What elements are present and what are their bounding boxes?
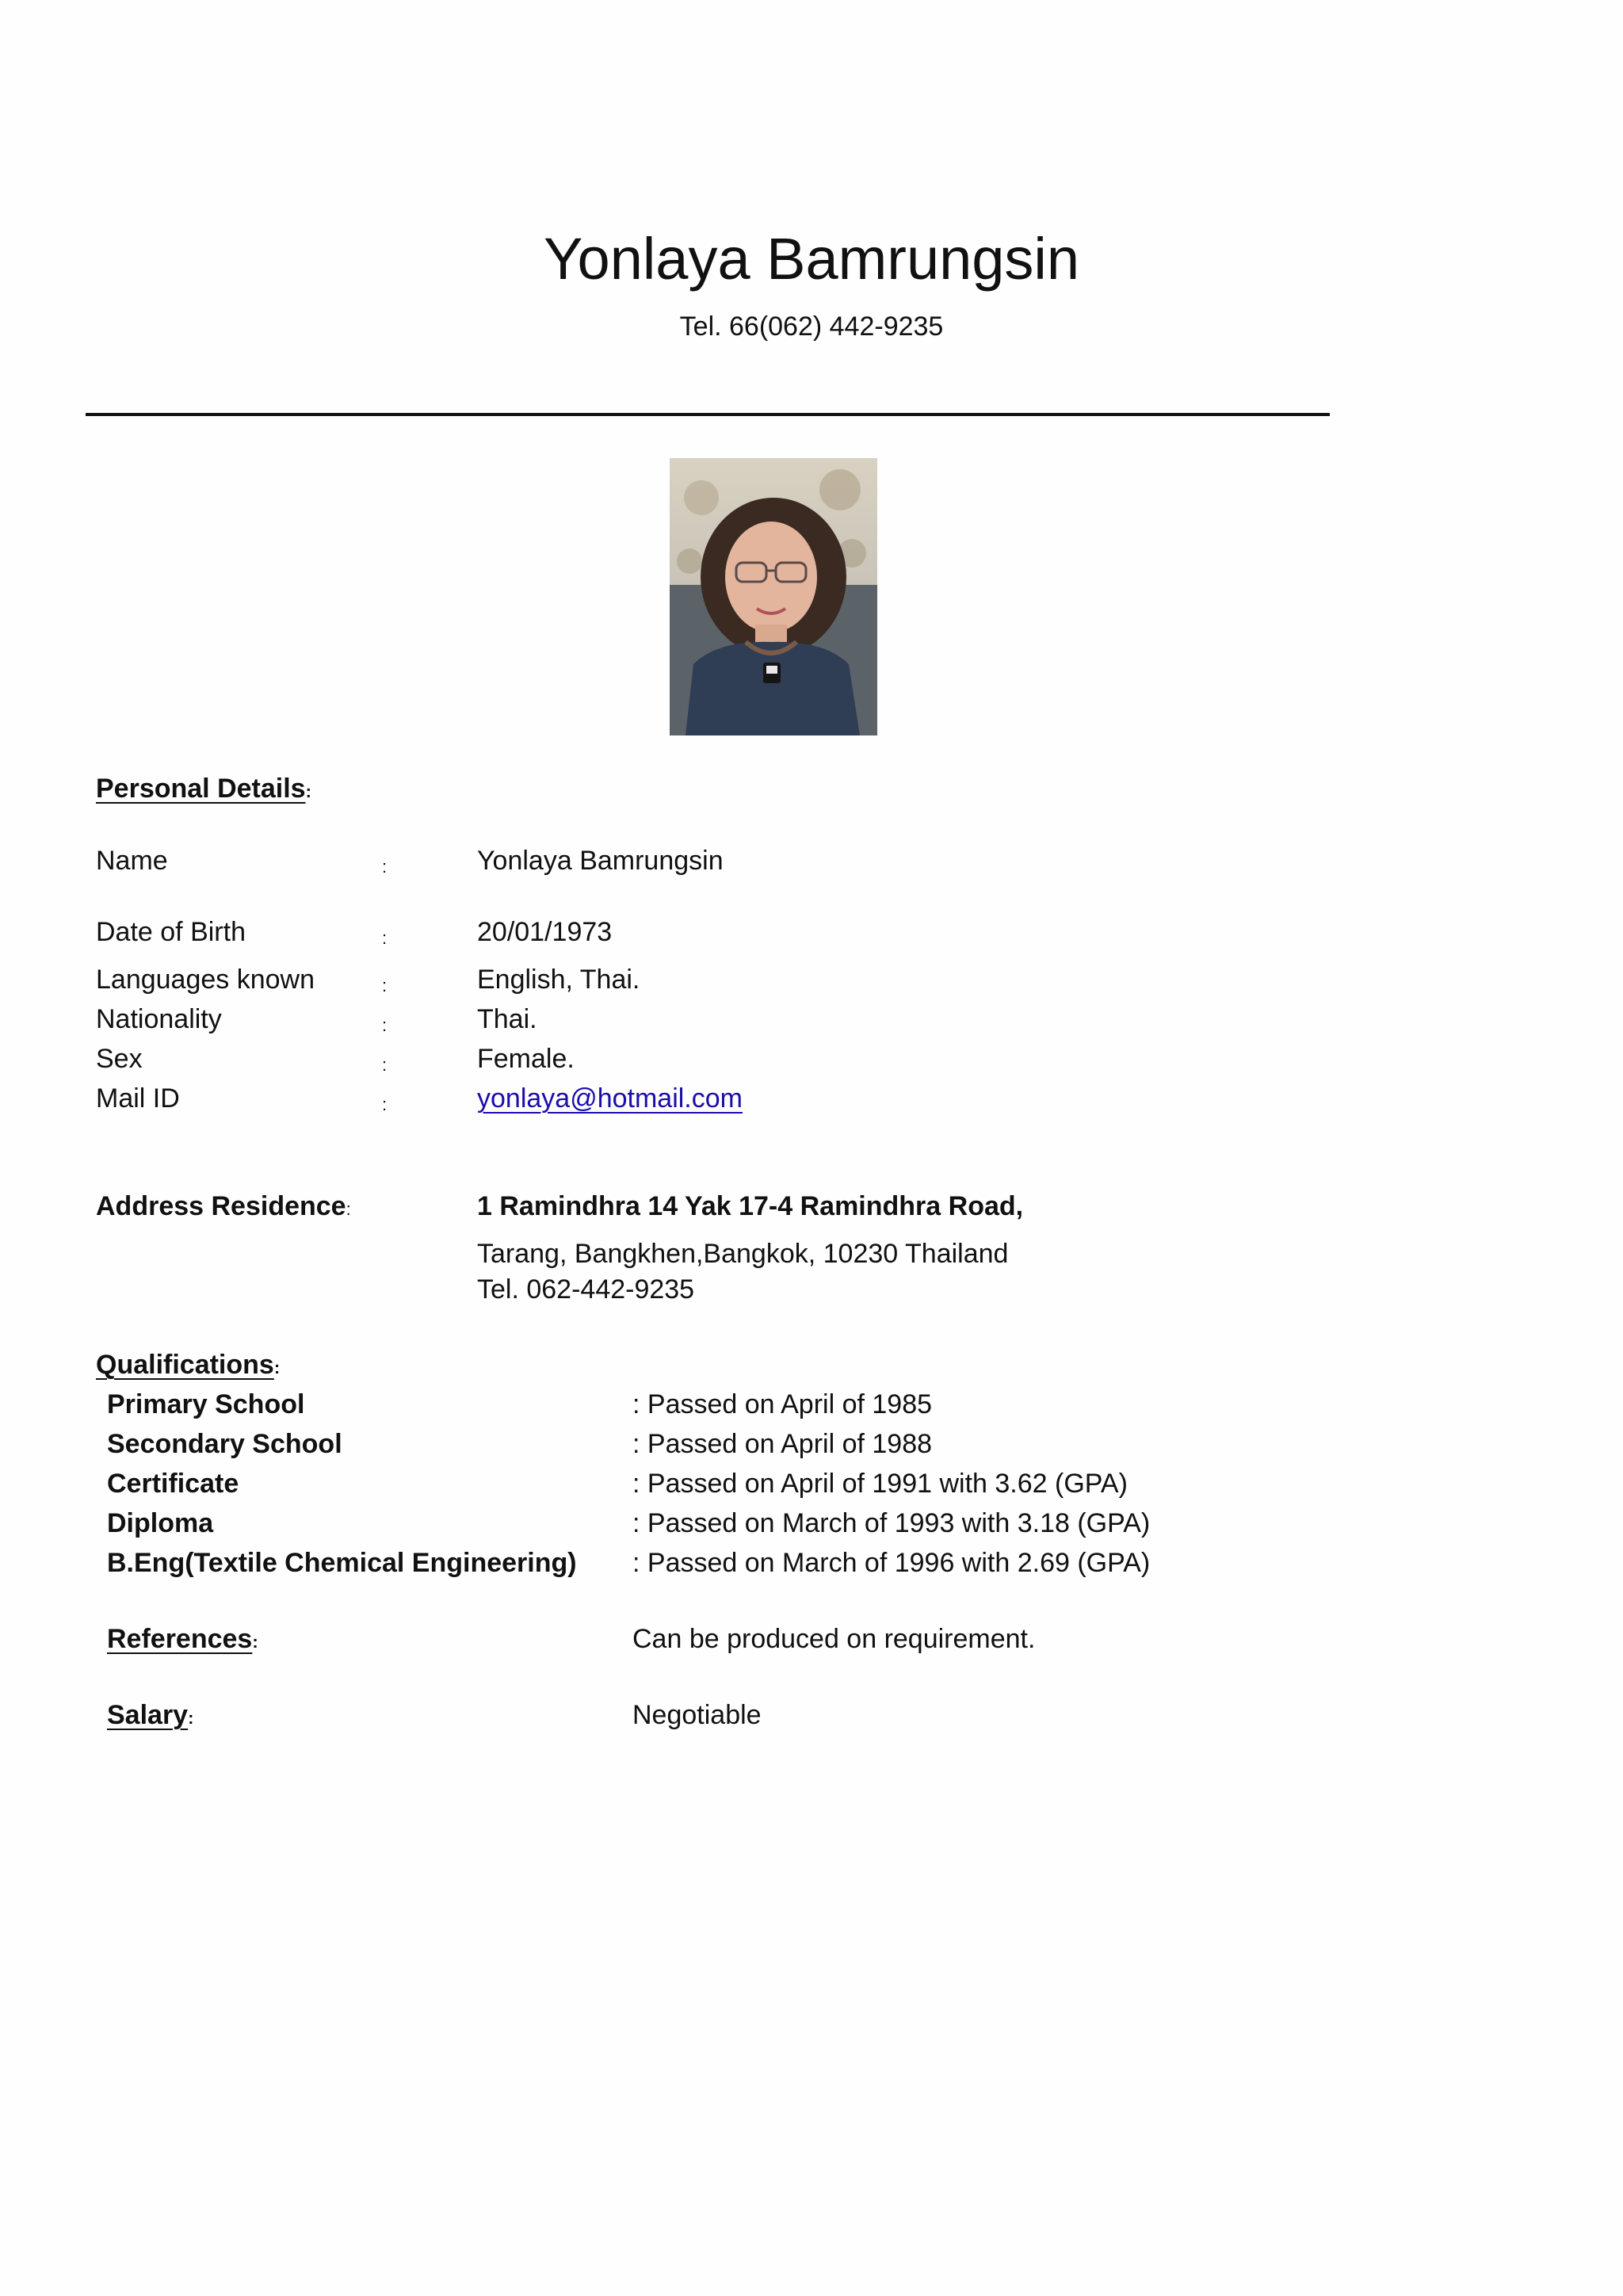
qualification-value-certificate: : Passed on April of 1991 with 3.62 (GPA) xyxy=(632,1469,1128,1499)
personal-value-dob: 20/01/1973 xyxy=(477,917,613,947)
header-phone: Tel. 66(062) 442-9235 xyxy=(679,311,944,342)
address-line-1: 1 Ramindhra 14 Yak 17-4 Ramindhra Road, xyxy=(477,1191,1024,1221)
address-line-3: Tel. 062-442-9235 xyxy=(477,1274,695,1305)
personal-details-heading-text: Personal Details xyxy=(96,774,306,804)
email-link[interactable]: yonlaya@hotmail.com xyxy=(477,1083,743,1114)
header-divider xyxy=(86,413,1330,416)
personal-value-sex: Female. xyxy=(477,1044,575,1074)
references-heading xyxy=(107,1623,258,1658)
personal-colon-name: : xyxy=(382,857,388,877)
personal-label-name: Name xyxy=(96,846,168,876)
address-label-text: Address Residence xyxy=(96,1191,346,1221)
personal-colon-nationality: : xyxy=(382,1015,388,1035)
qualifications-colon: : xyxy=(273,1358,281,1377)
qualification-value-beng: : Passed on March of 1996 with 2.69 (GPA) xyxy=(632,1548,1151,1578)
qualification-label-primary: Primary School xyxy=(107,1389,305,1419)
qualification-label-diploma: Diploma xyxy=(107,1508,214,1538)
qualification-label-secondary: Secondary School xyxy=(107,1429,342,1459)
personal-value-name: Yonlaya Bamrungsin xyxy=(477,846,724,876)
personal-label-sex: Sex xyxy=(96,1044,143,1074)
references-colon: : xyxy=(252,1632,258,1652)
personal-label-languages: Languages known xyxy=(96,965,315,995)
personal-colon-dob: : xyxy=(382,928,388,948)
address-label xyxy=(96,1190,351,1225)
personal-value-languages: English, Thai. xyxy=(477,965,640,995)
qualification-value-diploma: : Passed on March of 1993 with 3.18 (GPA) xyxy=(632,1508,1151,1538)
salary-colon: : xyxy=(188,1708,194,1728)
personal-colon-sex: : xyxy=(382,1055,388,1075)
references-value: Can be produced on requirement. xyxy=(632,1624,1036,1654)
personal-label-nationality: Nationality xyxy=(96,1004,222,1034)
salary-heading-text: Salary xyxy=(107,1700,189,1730)
qualifications-heading-text: Qualifications xyxy=(96,1350,274,1380)
address-line-2: Tarang, Bangkhen,Bangkok, 10230 Thailand xyxy=(477,1239,1009,1269)
personal-colon-mail: : xyxy=(382,1095,388,1114)
resume-name-title: Yonlaya Bamrungsin xyxy=(543,226,1080,292)
personal-details-heading xyxy=(96,773,311,808)
qualification-value-secondary: : Passed on April of 1988 xyxy=(632,1429,933,1459)
address-colon: : xyxy=(346,1199,351,1219)
qualification-label-certificate: Certificate xyxy=(107,1469,239,1499)
personal-value-nationality: Thai. xyxy=(477,1004,537,1034)
qualification-value-primary: : Passed on April of 1985 xyxy=(632,1389,933,1419)
qualifications-heading xyxy=(96,1349,280,1384)
qualification-label-beng: B.Eng(Textile Chemical Engineering) xyxy=(107,1548,577,1578)
references-heading-text: References xyxy=(107,1624,253,1654)
heading-colon: : xyxy=(305,781,311,801)
personal-colon-languages: : xyxy=(382,976,388,995)
salary-value: Negotiable xyxy=(632,1700,762,1730)
profile-photo xyxy=(670,458,877,735)
personal-label-dob: Date of Birth xyxy=(96,917,246,947)
salary-heading xyxy=(107,1699,193,1734)
personal-label-mail: Mail ID xyxy=(96,1083,180,1114)
